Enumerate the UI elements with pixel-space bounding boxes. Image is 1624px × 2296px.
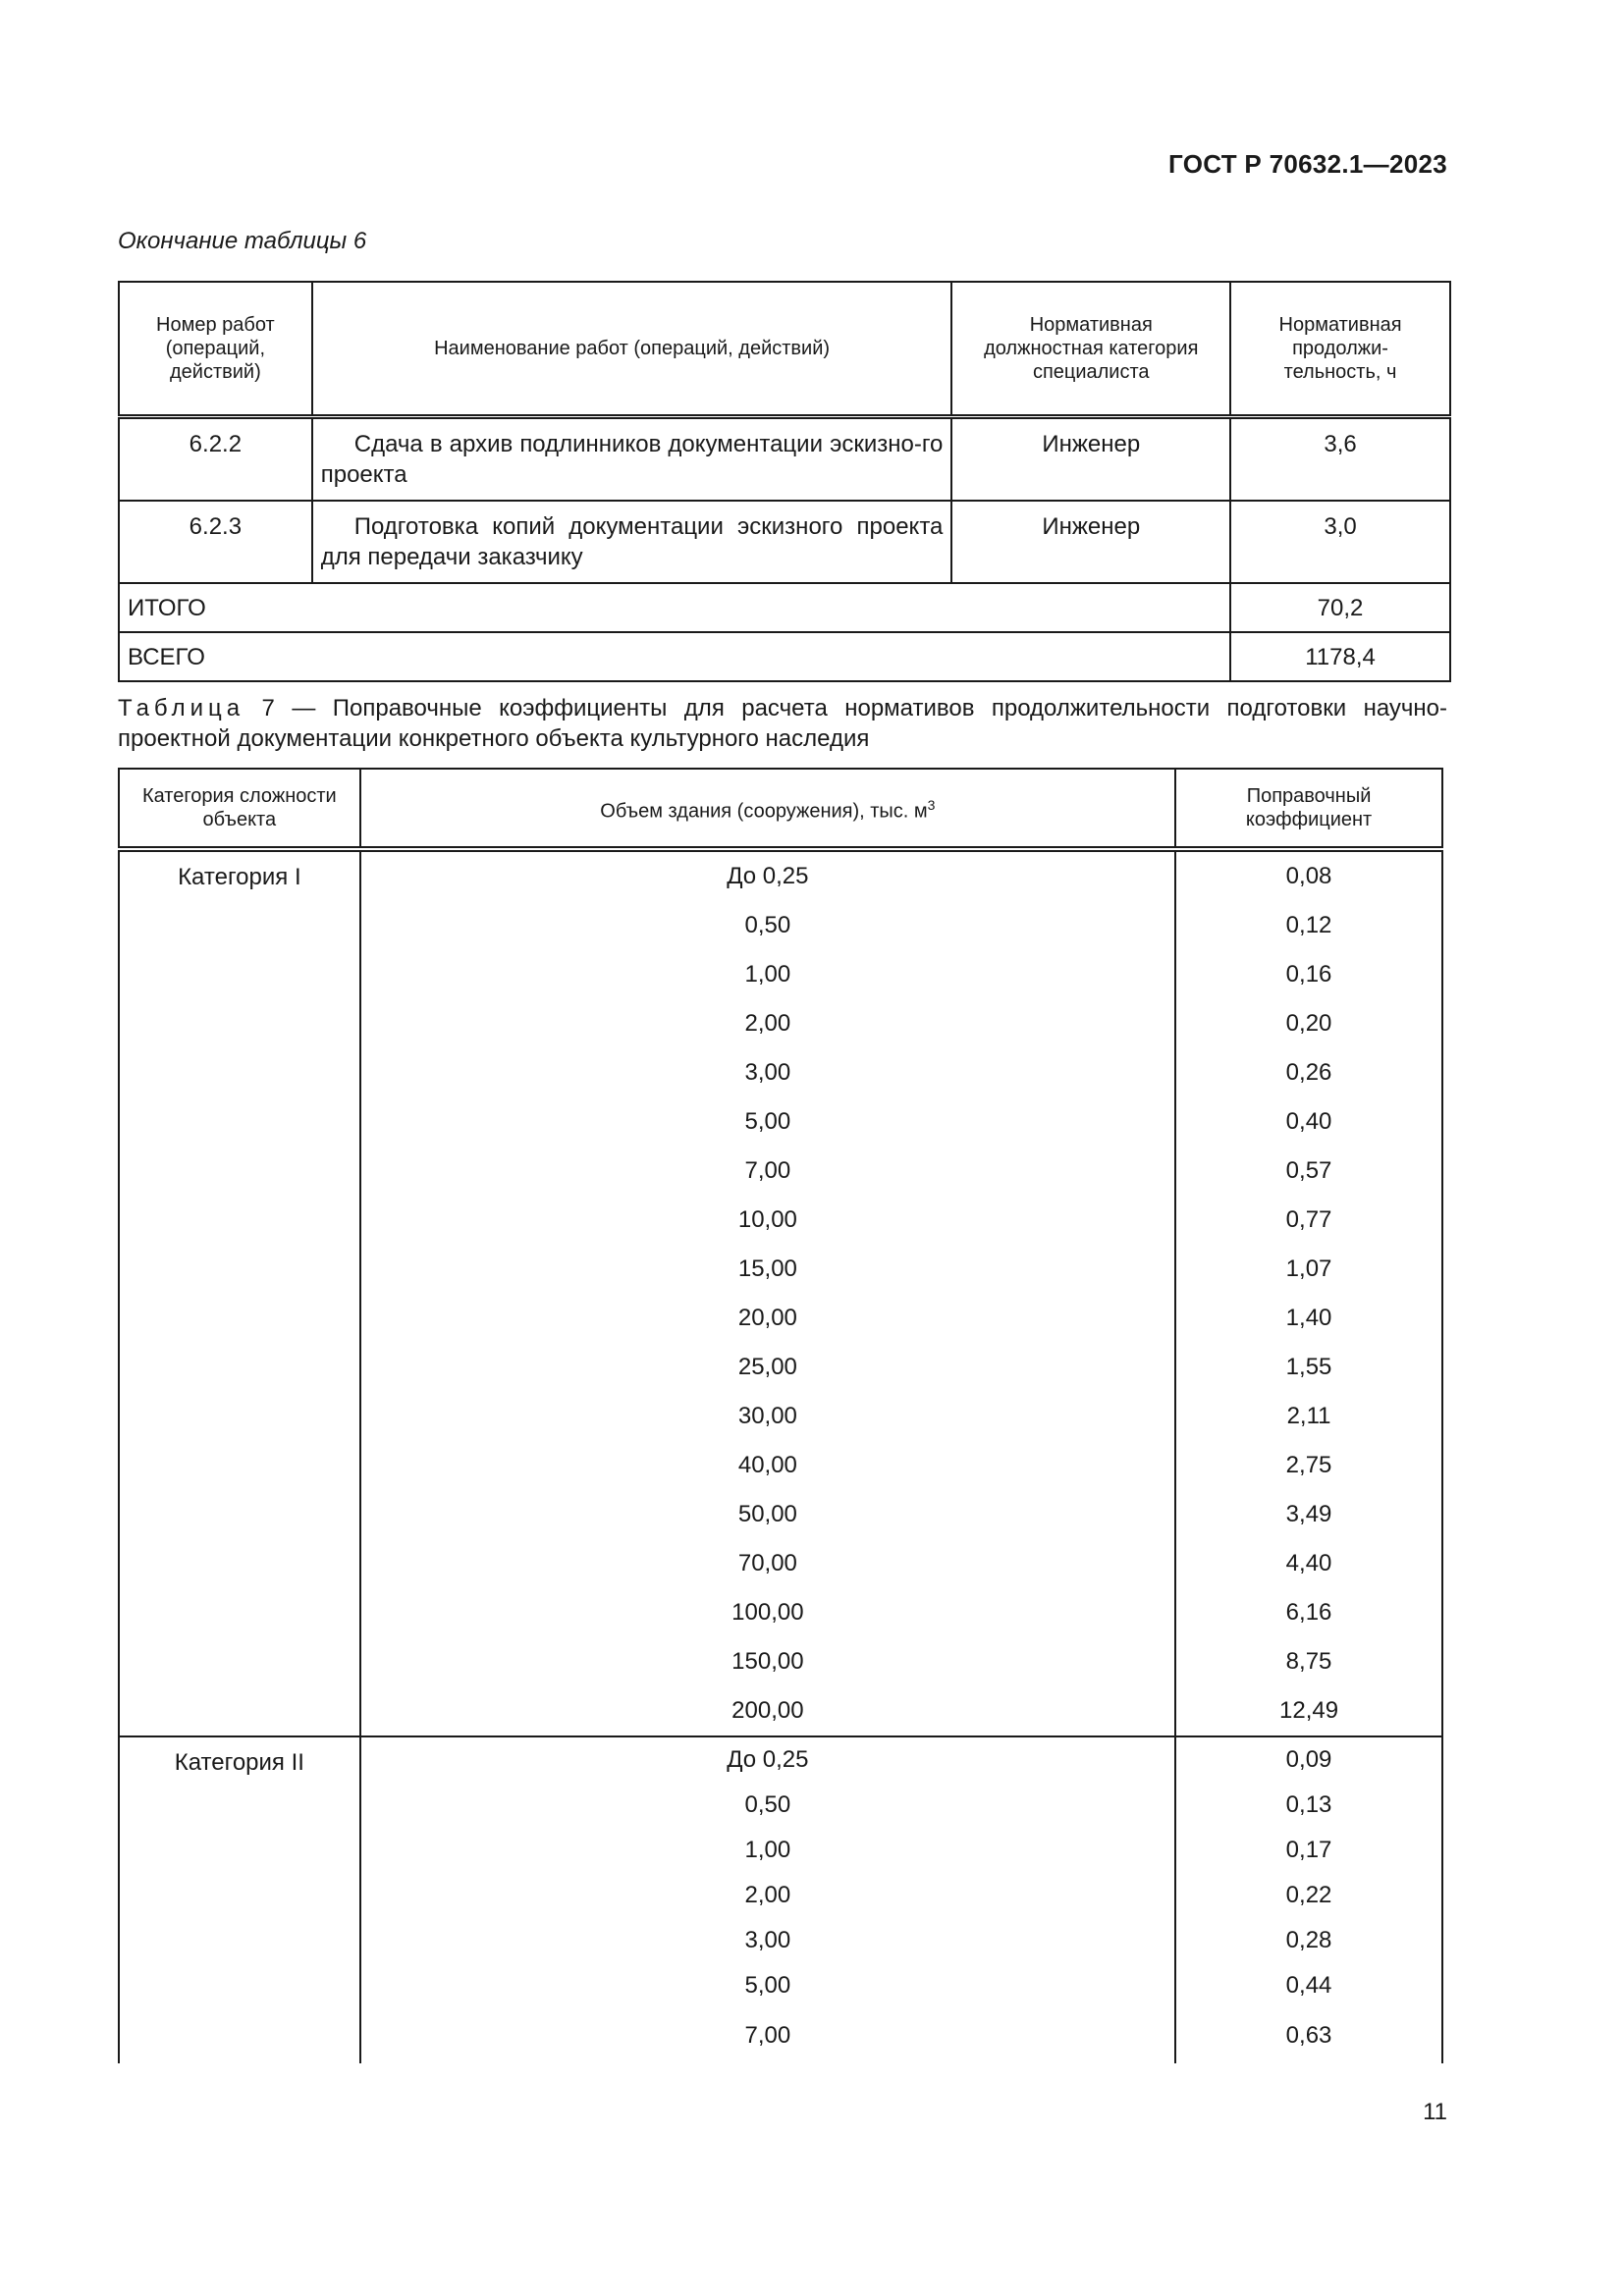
page-number: 11	[1423, 2099, 1447, 2125]
building-volume: 10,00	[360, 1196, 1175, 1245]
table-6-end	[118, 281, 1451, 682]
building-volume: До 0,25	[360, 1736, 1175, 1783]
table-header-row	[119, 282, 1450, 417]
building-volume: 15,00	[360, 1245, 1175, 1294]
work-number: 6.2.3	[119, 501, 312, 583]
correction-coefficient: 2,11	[1175, 1392, 1442, 1441]
building-volume: 3,00	[360, 1918, 1175, 1963]
building-volume: 2,00	[360, 1873, 1175, 1918]
correction-coefficient: 0,08	[1175, 849, 1442, 901]
total-label: ИТОГО	[119, 583, 1230, 632]
column-header: Нормативная должностная категория специалиста	[951, 282, 1230, 417]
building-volume: 100,00	[360, 1588, 1175, 1637]
work-duration: 3,0	[1230, 501, 1450, 583]
table-7-caption	[118, 693, 1447, 754]
building-volume: 0,50	[360, 1783, 1175, 1828]
grand-total-label: ВСЕГО	[119, 632, 1230, 681]
column-header: Нормативная продолжи-тельность, ч	[1230, 282, 1450, 417]
correction-coefficient: 1,55	[1175, 1343, 1442, 1392]
building-volume: 2,00	[360, 999, 1175, 1048]
total-row	[119, 583, 1450, 632]
grand-total-row	[119, 632, 1450, 681]
building-volume: 70,00	[360, 1539, 1175, 1588]
correction-coefficient: 2,75	[1175, 1441, 1442, 1490]
building-volume: 1,00	[360, 950, 1175, 999]
work-name: Подготовка копий документации эскизного проекта для передачи заказчику	[312, 501, 952, 583]
complexity-category: Категория II	[119, 1736, 360, 2063]
specialist-category: Инженер	[951, 501, 1230, 583]
building-volume: 20,00	[360, 1294, 1175, 1343]
correction-coefficient: 0,28	[1175, 1918, 1442, 1963]
building-volume: 150,00	[360, 1637, 1175, 1686]
building-volume: 25,00	[360, 1343, 1175, 1392]
correction-coefficient: 0,09	[1175, 1736, 1442, 1783]
correction-coefficient: 1,40	[1175, 1294, 1442, 1343]
column-header: Номер работ (операций, действий)	[119, 282, 312, 417]
correction-coefficient: 0,57	[1175, 1147, 1442, 1196]
table-7-caption-text: 7 — Поправочные коэффициенты для расчета нормативов продолжительности подготовки научно-проектной документации конкретного объекта культурного наследия	[118, 695, 1448, 752]
table-row	[119, 417, 1450, 502]
correction-coefficient: 0,26	[1175, 1048, 1442, 1097]
work-number: 6.2.2	[119, 417, 312, 502]
column-header: Наименование работ (операций, действий)	[312, 282, 952, 417]
column-header: Объем здания (сооружения), тыс. $м^3$	[360, 769, 1175, 849]
correction-coefficient: 0,63	[1175, 2008, 1442, 2063]
correction-coefficient: 0,13	[1175, 1783, 1442, 1828]
correction-coefficient: 0,17	[1175, 1828, 1442, 1873]
correction-coefficient: 0,22	[1175, 1873, 1442, 1918]
work-duration: 3,6	[1230, 417, 1450, 502]
correction-coefficient: 0,44	[1175, 1963, 1442, 2008]
table-7	[118, 768, 1443, 2063]
building-volume: 1,00	[360, 1828, 1175, 1873]
column-header: Поправочный коэффициент	[1175, 769, 1442, 849]
correction-coefficient: 6,16	[1175, 1588, 1442, 1637]
column-header: Категория сложности объекта	[119, 769, 360, 849]
building-volume: 30,00	[360, 1392, 1175, 1441]
correction-coefficient: 0,12	[1175, 901, 1442, 950]
complexity-category: Категория I	[119, 849, 360, 1736]
table-header-row	[119, 769, 1442, 849]
building-volume: 7,00	[360, 1147, 1175, 1196]
correction-coefficient: 1,07	[1175, 1245, 1442, 1294]
table-row	[119, 501, 1450, 583]
table-row	[119, 1736, 1442, 1783]
table-7-caption-label: Таблица	[118, 695, 245, 721]
building-volume: 200,00	[360, 1686, 1175, 1736]
unit-superscript: 3	[927, 796, 936, 813]
total-value: 70,2	[1230, 583, 1450, 632]
work-name: Сдача в архив подлинников документации эскизно-го проекта	[312, 417, 952, 502]
building-volume: 7,00	[360, 2008, 1175, 2063]
correction-coefficient: 8,75	[1175, 1637, 1442, 1686]
building-volume: 3,00	[360, 1048, 1175, 1097]
table-row	[119, 849, 1442, 901]
grand-total-value: 1178,4	[1230, 632, 1450, 681]
building-volume: 40,00	[360, 1441, 1175, 1490]
building-volume: До 0,25	[360, 849, 1175, 901]
building-volume: 5,00	[360, 1097, 1175, 1147]
building-volume: 5,00	[360, 1963, 1175, 2008]
building-volume: 50,00	[360, 1490, 1175, 1539]
correction-coefficient: 0,16	[1175, 950, 1442, 999]
document-code: ГОСТ Р 70632.1—2023	[1168, 149, 1447, 179]
correction-coefficient: 12,49	[1175, 1686, 1442, 1736]
specialist-category: Инженер	[951, 417, 1230, 502]
correction-coefficient: 4,40	[1175, 1539, 1442, 1588]
correction-coefficient: 0,77	[1175, 1196, 1442, 1245]
correction-coefficient: 0,20	[1175, 999, 1442, 1048]
building-volume: 0,50	[360, 901, 1175, 950]
table-continuation-label: Окончание таблицы 6	[118, 228, 367, 254]
correction-coefficient: 0,40	[1175, 1097, 1442, 1147]
correction-coefficient: 3,49	[1175, 1490, 1442, 1539]
